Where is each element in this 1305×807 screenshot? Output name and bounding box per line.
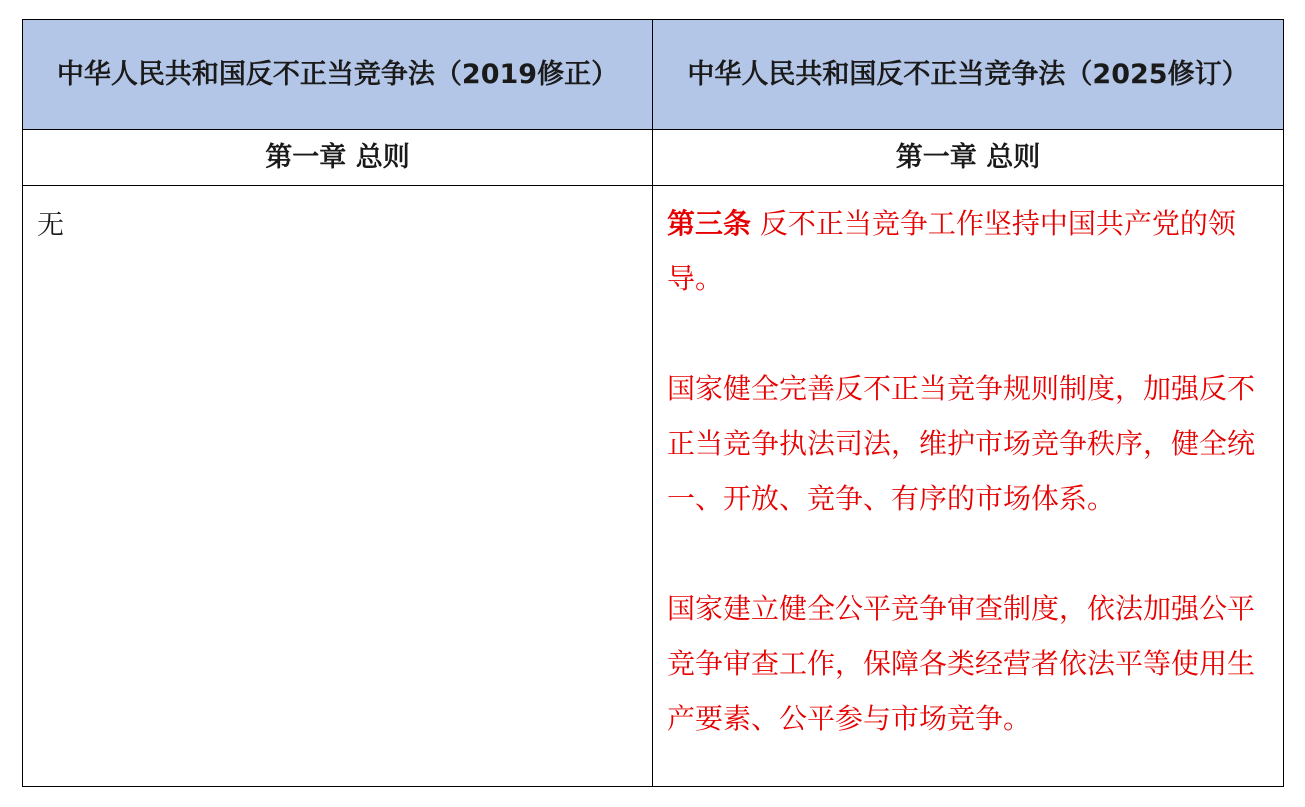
article-paragraph-3: 国家建立健全公平竞争审查制度，依法加强公平竞争审查工作，保障各类经营者依法平等使用生产要素、公平参与市场竞争。 — [667, 592, 1256, 735]
old-chapter-heading: 第一章 总则 — [265, 141, 410, 173]
header-cell-new — [653, 20, 1284, 130]
chapter-cell-new — [653, 130, 1284, 186]
article-paragraph-2: 国家健全完善反不正当竞争规则制度，加强反不正当竞争执法司法，维护市场竞争秩序，健全统一、开放、竞争、有序的市场体系。 — [667, 372, 1256, 515]
new-provision — [653, 186, 1283, 746]
old-law-title: 中华人民共和国反不正当竞争法（2019修正） — [56, 58, 619, 90]
comparison-table — [22, 19, 1284, 787]
new-chapter-heading: 第一章 总则 — [895, 141, 1041, 173]
content-cell-new — [653, 186, 1284, 787]
header-cell-old — [23, 20, 653, 130]
article-paragraph-1 — [667, 196, 1271, 306]
content-row — [23, 186, 1284, 787]
header-row — [23, 20, 1284, 130]
paragraph-1-text: 反不正当竞争工作坚持中国共产党的领导。 — [667, 207, 1236, 295]
article-number: 第三条 — [667, 207, 752, 240]
content-cell-old — [23, 186, 653, 787]
old-provision-text: 无 — [37, 210, 64, 241]
chapter-cell-old — [23, 130, 653, 186]
chapter-row — [23, 130, 1284, 186]
new-law-title: 中华人民共和国反不正当竞争法（2025修订） — [687, 58, 1249, 90]
